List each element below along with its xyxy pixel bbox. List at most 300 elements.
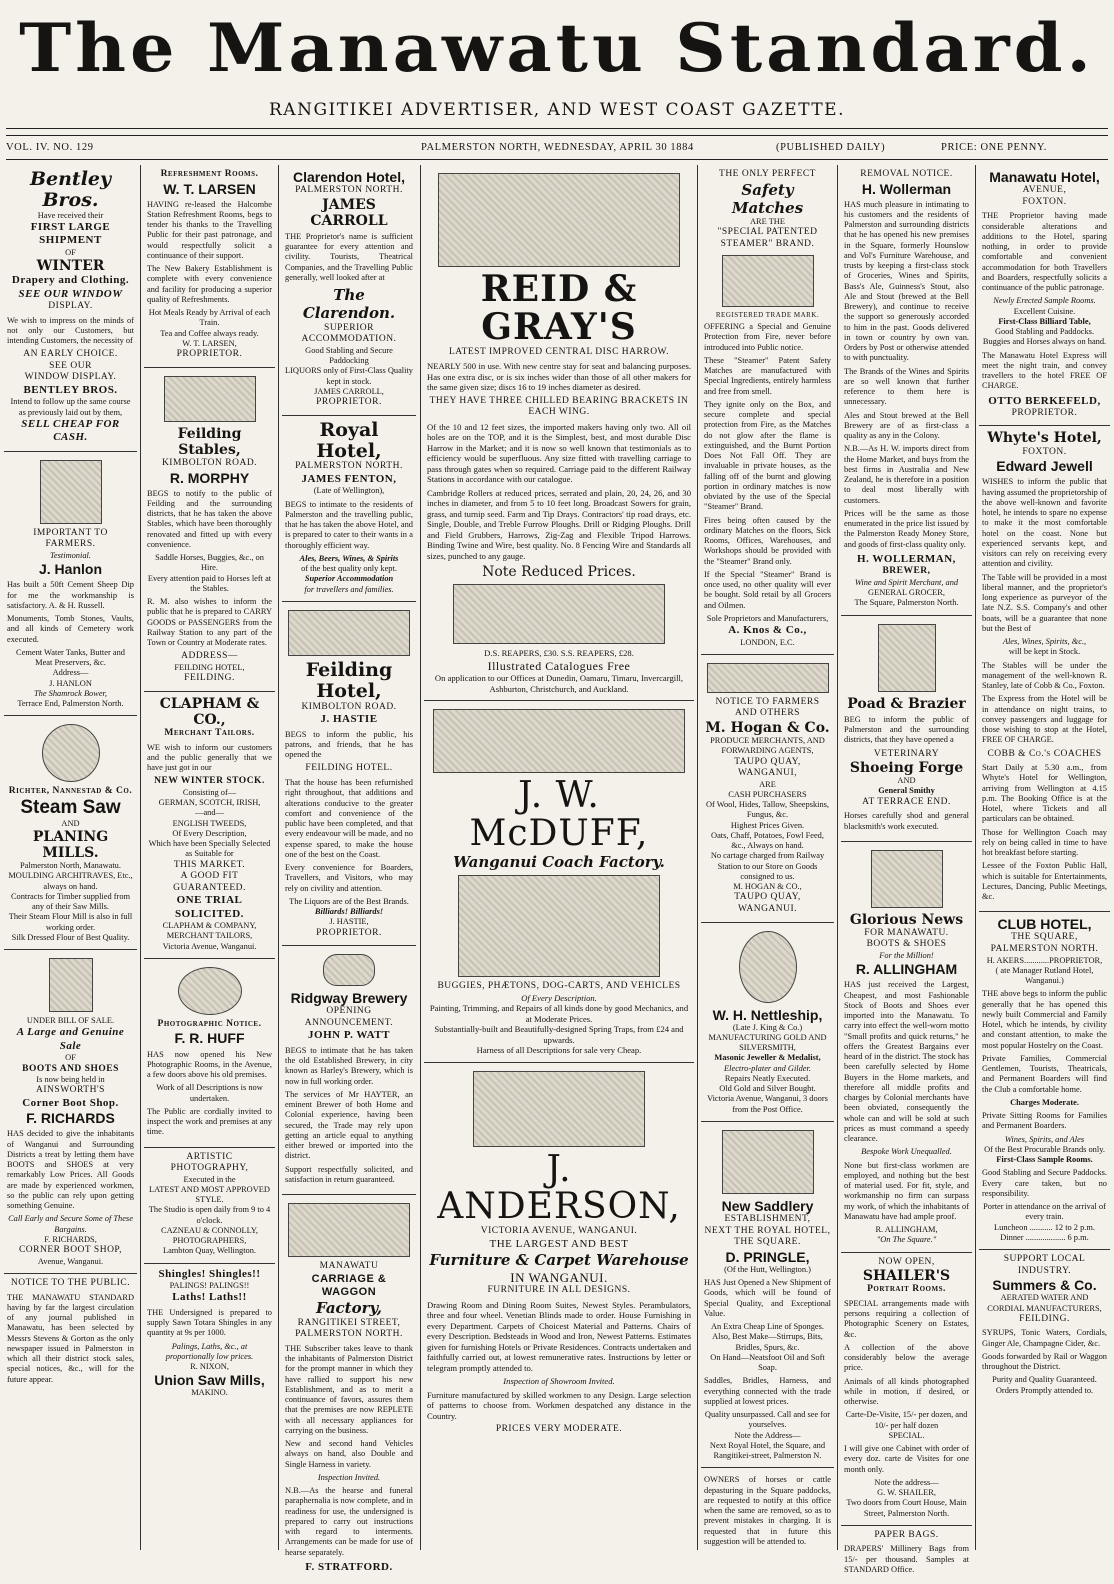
photograph-illustration [178,967,242,1015]
ad-text: Painting, Trimming, and Repairs of all kinds done by good Mechanics, and at Moderate Prices. [429,1003,689,1024]
ad-text: An Extra Cheap Line of Sponges. Also, Best Make—Stirrups, Bits, Bridles, Spurs, &c. [710,1322,825,1352]
ad-text: ( ate Manager Rutland Hotel, Wanganui.) [995,965,1094,986]
ad-text: AT TERRACE END. [862,796,951,807]
ad-text: Every convenience for Boarders, Travellers, and Visitors, who may rely on civility and attention. [285,863,413,893]
ad-text: Union Saw Mills, [154,1372,265,1389]
ad-text: ADDRESS— [181,651,238,662]
ad-text: BOOTS & SHOES [866,939,947,950]
reaper-illustration [453,584,665,644]
ad-text: Shoeing Forge [849,760,964,777]
ad-text: Note the Address— [734,1430,801,1440]
ad-text: HAS just received the Largest, Cheapest, and most Fashionable Stock of Boots and Shoes ever imported into the Manawatu. To carry into effect the well-worn motto "Small profits and quick returns," he offers the Greatest Bargains ever heard of in the district. The stock has been carefully selected by Home Buyers in the Home markets, and therefore all middle profits and charges by Colonial merchants have been obviated, consequently the whole can and will be sold at such prices as must command a speedy clearance. [844,980,969,1144]
ad-text: BEGS to notify to the public of Feilding and the surrounding districts, that he has taken the above Stables, which have been thoroughly renovated and fitted up with every convenience. [147,488,272,549]
ad-text: CASH PURCHASERS [728,789,807,799]
column-divider [420,165,421,1550]
ad-text: The Manawatu Hotel Express will meet the night train, and convey travellers to the hotel FREE OF CHARGE. [982,350,1107,391]
ad-text: On Hand—Neatsfoot Oil and Soft Soap. [710,1352,825,1373]
ad-text: THIS MARKET. [173,859,246,870]
ad-text: Tea and Coffee always ready. [160,328,259,338]
ad-text: A collection of the above considerably below the average price. [844,1342,969,1373]
ad-text: Ridgway Brewery [290,990,408,1007]
ad-text: MERCHANT TAILORS, [166,931,253,941]
furniture-illustration [473,1071,645,1147]
ad-text: ARTISTIC PHOTOGRAPHY, [170,1151,249,1174]
ad-text: AND [61,818,80,828]
ad-text: The Brands of the Wines and Spirits are so well known that further reference to them here is unnecessary. [844,366,969,407]
ad-text: MAKINO. [191,1388,228,1398]
ad-text: Of the Best Procurable Brands only. [984,1144,1105,1154]
ad-text: SUPERIOR ACCOMMODATION. [301,322,397,345]
masthead-rule-top [6,128,1108,129]
ad-text: Work of all Descriptions is now undertaken. [156,1083,263,1103]
ad-text: TAUPO QUAY, WANGANUI, [734,756,801,779]
ad-text: Good Stabling and Secure Paddocks. Every care taken, but no responsibility. [982,1168,1107,1198]
ad-text: Horses carefully shod and general blacksmith's work executed. [844,811,969,831]
ad-shailer-portrait [841,1253,972,1526]
ad-text: N.B.—As H. W. imports direct from the Home Market, and buys from the best firms in Australia and New Zealand, he is therefore in a position to deal most liberally with customers. [844,444,969,505]
ad-text: LATEST IMPROVED CENTRAL DISC HARROW. [448,346,670,357]
ad-text: GERMAN, SCOTCH, IRISH, [158,798,261,808]
ad-text: IMPORTANT TO FARMERS. [33,527,108,550]
ad-royal-hotel [282,416,416,602]
ad-text: MOULDING ARCHITRAVES, Etc., always on hand. [8,871,133,891]
ad-text: That the house has been refurnished right throughout, that additions and alterations conducive to the greater comfort and convenience of the public have been completed, and that every endeavour will be made, and no expense spared, to make the house one of the best on the Coast. [285,778,413,859]
ad-text: J. Hanlon [38,561,102,578]
ad-steam-saw [4,716,137,950]
ad-text: J. HANLON [49,678,92,688]
masthead-rule-bottom [6,135,1108,136]
ad-text: Goods forwarded by Rail or Waggon throughout the District. [982,1351,1107,1372]
ad-text: First-Class Billiard Table, [998,316,1091,326]
ad-text: Whyte's Hotel, [987,430,1102,447]
ad-feilding-stables [144,368,275,692]
ad-text: Silk Dressed Flour of Best Quality. [11,932,130,942]
ad-text: ONE TRIAL SOLICITED. [175,894,244,920]
ad-text: We wish to impress on the minds of not only our Customers, but intending Customers, the necessity of [7,315,134,346]
ad-text: CLUB HOTEL, [997,916,1092,933]
ad-text: JOHN P. WATT [308,1029,390,1042]
ad-poad-brazier [841,616,972,842]
ad-text: RANGITIKEI STREET, PALMERSTON NORTH. [295,1317,403,1340]
ad-text: Superior Accommodation [304,574,394,584]
ad-text: Testimonial. [50,550,91,560]
ad-text: Steam Saw [20,796,121,818]
ad-text: R. ALLINGHAM, [875,1225,938,1235]
ad-text: Porter in attendance on the arrival of every train. [983,1202,1106,1222]
ad-text: Quality unsurpassed. Call and see for yourselves. [704,1410,831,1430]
ad-text: DRAPERS' Millinery Bags from 15/- per thousand. Samples at STANDARD Office. [844,1544,969,1574]
ad-paper-bags [841,1526,972,1584]
ad-text: Wines, Spirits, and Ales [1004,1134,1085,1144]
disc-harrow-illustration [438,173,680,267]
ad-text: ESTABLISHMENT, [724,1214,811,1225]
ad-text: Feilding Hotel, [305,658,393,702]
ad-cazneau-connolly [144,1148,275,1264]
ad-text: Royal Hotel, [316,418,382,462]
ad-text: THE Proprietor having made considerable alterations and additions to the Hotel, sparing nothing, in order to provide comfortable and convenient accommodation for both Travellers and Boarders, respectfully solicits a continuance of the public patronage. [982,211,1107,292]
ad-text: FOXTON. [1022,446,1067,457]
ad-text: No cartage charged from Railway Station to our Store on Goods consigned to us. [710,851,825,881]
ad-text: THE Subscriber takes leave to thank the inhabitants of Palmerston District for the prompt manner in which they have rallied to support his new Establishment, and as to merit a continuance of favors, assures them that the premises are now REPLETE with all necessary appliances for carrying on the business. [285,1343,413,1435]
ad-text: The services of Mr HAYTER, an eminent Brewer of both Home and Colonial experience, having been secured, the Trade may rely upon getting an article equal to anything either brewed or imported into the district. [285,1089,413,1161]
ad-text: Furniture & Carpet Warehouse [429,1251,689,1270]
ad-text: If the Special "Steamer" Brand is once used, no other quality will ever be bought. Sold retail by all Grocers and Oilmen. [704,569,831,610]
column-1 [4,165,137,1550]
ad-text: THE MANAWATU STANDARD having by far the largest circulation of any journal published in Manawatu, has been selected by Messrs Stevens & Gorton as the only newspaper issued in Palmerston in which all their district stock sales, special notices, &c., will for the future appear. [7,1292,134,1384]
ad-text: PROPRIETOR. [316,927,382,938]
column-divider [140,165,141,1550]
ad-nixon-shingles [144,1264,275,1405]
ad-text: BUGGIES, PHÆTONS, DOG-CARTS, AND VEHICLES [437,981,681,992]
ad-text: Billiards! Billiards! [314,907,384,917]
ad-text: Edward Jewell [996,458,1093,475]
ad-text: FEILDING HOTEL. [305,763,393,774]
ad-text: Palings, Laths, &c., at proportionally low prices. [165,1341,254,1361]
ad-text: OWNERS of horses or cattle depasturing in the Square paddocks, are requested to notify at this office when the same are removed, so as to prevent mistakes in charging. It is requested that in future this suggestion will be attended to. [704,1475,831,1546]
ad-text: Has built a 50ft Cement Sheep Dip for me the workmanship is satisfactory. A. & H. Russell. [7,580,134,610]
ad-text: for travellers and families. [304,584,394,594]
ad-text: SPECIAL. [888,1430,925,1440]
ad-text: Poad & Brazier [847,695,966,712]
ad-text: First-Class Sample Rooms. [996,1155,1093,1165]
ad-text: R. ALLINGHAM [855,961,958,978]
ad-text: The Liquors are of the Best Brands. [289,896,409,906]
dog-illustration [878,624,936,692]
ad-text: SEE OUR WINDOW [18,287,123,300]
ad-text: HAS decided to give the inhabitants of Wanganui and Surrounding Districts a treat by letting them have BOOTS and SHOES at very remarkably Low Prices. All Goods are made by experienced workmen, so the public can rely upon getting something Genuine. [7,1129,134,1211]
ad-whytes-hotel [979,426,1110,912]
ad-text: Monuments, Tomb Stones, Vaults, and all kinds of Cemetery work executed. [7,614,134,644]
ad-text: MANAWATU [319,1261,379,1272]
ad-text: Is now being held in [36,1075,105,1085]
saddle-illustration [722,1130,814,1194]
ad-text: Have received their [37,210,104,220]
pocket-watch-illustration [739,931,797,1003]
ad-text: of the best quality only kept. [301,564,397,574]
ad-text: Oats, Chaff, Potatoes, Fowl Feed, &c., Always on hand. [711,830,824,851]
ad-text: Two doors from Court House, Main Street, Palmerston North. [846,1498,967,1518]
ad-text: Good Stabling and Secure Paddocking [305,345,393,366]
ad-text: Safety Matches [731,180,804,217]
ad-text: Laths! Laths!! [172,1291,247,1304]
dateline-rule [6,159,1108,160]
ad-text: Summers & Co. [992,1277,1097,1294]
ad-text: Inspection Invited. [317,1472,381,1482]
ad-text: W. T. LARSEN [163,180,256,197]
ad-text: The Square, Palmerston North. [854,598,959,608]
ad-text: For the Million! [879,951,934,960]
ad-text: PROPRIETOR. [176,349,243,360]
ad-text: BENTLEY BROS. [23,384,118,397]
ad-text: Those for Wellington Coach may rely on being called in time to have hot breakfast before starting. [982,827,1107,858]
ad-text: CORNER BOOT SHOP, [18,1245,123,1256]
ad-text: J. HASTIE, [329,917,369,927]
ad-text: TAUPO QUAY, WANGANUI. [734,892,801,914]
ad-text: THEY HAVE THREE CHILLED BEARING BRACKETS IN EACH WING. [429,395,689,418]
ad-text: Highest Prices Given. [730,820,805,830]
ad-text: Their Steam Flour Mill is also in full working order. [8,912,133,932]
ad-text: Charges Moderate. [1010,1097,1079,1107]
dateline [6,139,1108,159]
ad-text: Support respectfully solicited, and satisfaction in return guaranteed. [285,1164,413,1184]
ad-text: Executed in the [183,1174,236,1184]
ad-text: ARE THE [750,217,785,227]
ad-manawatu-hotel [979,165,1110,426]
column-3 [282,165,416,1573]
ad-text: WINTER [36,258,105,275]
ad-text: —and— [195,808,224,818]
ad-text: Hot Meals Ready by Arrival of each Train. [148,308,271,328]
ad-text: The Stables will be under the management of the well-known R. Stanley, late of Cobb & Co., Foxton. [982,660,1107,690]
ad-text: D.S. REAPERS, £30. S.S. REAPERS, £28. [484,648,634,659]
ad-richards-boots [4,950,137,1274]
ad-bentley-bros [4,165,137,452]
ad-hanlon [4,452,137,717]
newspaper-subtitle: RANGITIKEI ADVERTISER, AND WEST COAST GAZETTE. [269,100,845,120]
ad-text: F. R. HUFF [174,1030,245,1047]
ad-text: I will give one Cabinet with order of every doz. carte de Visites for one month only. [844,1444,969,1474]
steamer-trademark-illustration [722,255,814,307]
ad-text: PRICES VERY MODERATE. [495,1424,623,1435]
ad-text: N.B.—As the hearse and funeral paraphernalia is now complete, and in readiness for use, the undersigned is prepared to carry out instructions with regard to interments. Arrangements can be made for use of hearse separately. [285,1486,413,1557]
ad-text: AN EARLY CHOICE. [23,349,118,360]
ad-text: (Of the Hutt, Wellington.) [724,1264,811,1274]
ad-text: Purity and Quality Guaranteed. [992,1375,1097,1385]
ad-text: BOOTS AND SHOES [22,1063,119,1074]
ad-text: REMOVAL NOTICE. [860,169,953,179]
ad-text: General Smithy [878,786,935,796]
ad-title: Bentley Bros. [29,168,112,211]
ad-text: M. HOGAN & CO., [733,882,802,892]
ad-text: Furniture manufactured by skilled workmen to any Design. Large selection of patterns to choose from. Workmen despatched any distance in the Country. [427,1389,691,1421]
ad-club-hotel [979,912,1110,1250]
billiards-illustration [288,610,410,656]
ad-text: THE ONLY PERFECT [719,169,816,179]
ad-text: THE LARGEST AND BEST [489,1237,629,1250]
ad-text: Consisting of— [182,787,237,797]
ad-text: The Clarendon. [302,286,396,323]
ad-feilding-hotel [282,602,416,946]
ad-text: The Public are cordially invited to inspect the work and premises at any time. [147,1106,272,1137]
coach-illustration [164,376,256,422]
ad-text: AERATED WATER AND CORDIAL MANUFACTURERS, [987,1293,1102,1313]
ad-text: A GOOD FIT GUARANTEED. [173,871,246,893]
ad-text: Good Stabling and Paddocks. [994,327,1095,336]
ad-text: CAZNEAU & CONNOLLY, [161,1225,258,1235]
ad-text: D. PRINGLE, [725,1248,810,1265]
ad-text: GENERAL GROCER, [868,588,945,598]
ad-text: Wanganui Coach Factory. [453,852,665,871]
ad-text: NEXT THE ROYAL HOTEL, THE SQUARE. [704,1225,831,1248]
ad-text: HAS Just Opened a New Shipment of Goods, which will be found of Special Quality, and Exceptional Value. [704,1278,832,1318]
column-divider [278,165,279,1550]
ad-text: Sole Proprietors and Manufacturers, [706,613,829,623]
ad-text: On application to our Offices at Dunedin, Oamaru, Timaru, Invercargill, Ashburton, Christchurch, and Auckland. [434,673,684,694]
ad-text: Private Sitting Rooms for Families and Permanent Boarders. [982,1111,1107,1131]
ad-text: DISPLAY. [48,301,93,311]
ad-hogan [701,655,834,923]
ad-text: HAS much pleasure in intimating to his customers and the residents of Palmerston and surrounding districts that he has opened his new premises in the Square, formerly Hounslow and Vol's Furniture Warehouse, and trusts by keeping a first-class stock of Groceries, Wines and Spirits, Bass's Ale, Guinness's Stout, also Ale and Stout (brewed at the Bell Brewery), and continue to receive the support so generously accorded to him in the past. Goods delivered in town or country by own van. Orders by Post or otherwise attended to with punctuality. [844,199,969,363]
ad-text: The Shamrock Bower, [34,688,107,698]
ad-text: CARRIAGE & WAGGON [311,1272,387,1299]
ad-text: WINDOW DISPLAY. [24,372,117,383]
ad-text: The Express from the Hotel will be in attendance on night trains, to convey passengers and luggage for those wishing to stop at the Hotel, FREE OF CHARGE. [982,694,1107,745]
ad-text: FEILDING. [184,673,235,684]
ad-text: F. STRATFORD. [305,1560,393,1573]
ad-text: Avenue, Wanganui. [37,1256,104,1266]
ad-text: H. Wollerman [861,180,952,197]
ad-text: PRODUCE MERCHANTS, AND FORWARDING AGENTS, [710,736,825,756]
ad-text: Saddles, Bridles, Harness, and everything connected with the trade supplied at lowest prices. [704,1376,831,1406]
ad-text: The New Bakery Establishment is complete with every convenience and facility for producing a superior quality of Refreshments. [147,264,272,304]
ad-huff-photographic [144,959,275,1148]
column-5 [701,165,834,1550]
ad-text: Ales, Wines, Spirits, &c., [1002,637,1087,646]
ad-text: A Large and Genuine Sale [16,1026,125,1052]
ad-clarendon-hotel [282,165,416,416]
ad-text: MANUFACTURING GOLD AND SILVERSMITH, [708,1032,827,1053]
ad-text: AINSWORTH'S [36,1085,105,1096]
ad-text: PALMERSTON NORTH. [295,185,403,196]
ad-text: Which have been Specially Selected as Suitable for [148,839,271,859]
ad-text: Inspection of Showroom Invited. [503,1376,615,1387]
ad-safety-matches [701,165,834,655]
hearse-illustration [288,1203,410,1257]
publication-frequency: (PUBLISHED DAILY) [776,142,886,153]
ad-text: NOTICE TO THE PUBLIC. [10,1277,131,1288]
ad-text: PALINGS! PALINGS!! [169,1281,250,1291]
ad-text: HAS now opened his New Photographic Rooms, in the Avenue, a few doors above his old premises. [147,1049,272,1080]
ad-text: Intend to follow up the same course as previously laid out by them, [10,397,131,417]
price: PRICE: ONE PENNY. [941,142,1047,153]
ad-text: OTTO BERKEFELD, [988,394,1101,407]
ad-text: Next Royal Hotel, the Square, and Rangitikei-street, Palmerston N. [709,1440,826,1461]
ad-text: LONDON, E.C. [740,637,795,647]
ad-clapham [144,692,275,959]
ad-text: Of the 10 and 12 feet sizes, the imported makers having only two. All oil holes are on the TOP, and it is the Simplest, best, and most durable Disc Harrow in the Market; and it is now so well known that testimonials as to efficiency would be superfluous. Any size fitted with travelling carriage to pass through gates when so required. Carriage paid to the different Railway Stations in accordance with our catalogue. [427,421,691,485]
ad-text: LATEST AND MOST APPROVED STYLE. [149,1184,270,1205]
ad-text: Cement Water Tanks, Butter and Meat Preservers, &c. [16,647,125,668]
ad-text: The Studio is open daily from 9 to 4 o'clock. [148,1205,271,1225]
ad-text: W. H. Nettleship, [712,1006,823,1023]
ad-text: WISHES to inform the public that having assumed the proprietorship of the above well-known and favorite hotel, he intends to spare no expense to make it the most comfortable hotel on the coast. None but experienced servants kept, and visitors can rely on receiving every attention and civility. [982,477,1107,569]
ad-text: BEGS to intimate to the residents of Palmerston and the travelling public, that he has taken the above Hotel, and is prepared to cater to their wants in a thoroughly efficient way. [285,499,413,550]
ad-text: SUPPORT LOCAL INDUSTRY. [1003,1254,1086,1276]
ad-text: AVENUE, [1022,185,1067,196]
ad-text: Of Wool, Hides, Tallow, Sheepskins, Fungus, &c. [705,800,830,820]
ad-text: Masonic Jeweller & Medalist, [714,1053,821,1063]
ad-text: H. WOLLERMAN, [857,552,956,565]
ad-text: WE wish to inform our customers and the public generally that we have just got in our [147,742,272,773]
column-6 [841,165,972,1574]
ad-text: AND [897,776,916,786]
ad-text: BEG to inform the public of Palmerston and the surrounding districts, that they have opened a [844,714,969,745]
ad-text: PALMERSTON NORTH. [295,461,403,472]
ad-text: REGISTERED TRADE MARK. [715,310,820,319]
boot-illustration [49,958,93,1012]
ad-ridgway-brewery [282,946,416,1195]
ad-text: Electro-plater and Gilder. [724,1063,811,1073]
ad-text: Shingles! Shingles!! [158,1267,261,1280]
ad-text: Buggies and Horses always on hand. [982,337,1107,347]
masthead [0,0,1114,100]
ad-text: OF [65,247,76,257]
ad-text: PHOTOGRAPHERS, [172,1236,247,1246]
ad-owners-of-horses [701,1468,834,1556]
ad-text: F. RICHARDS, [44,1234,97,1244]
ad-text: SELL CHEAP FOR CASH. [21,417,120,444]
ad-text: SPECIAL arrangements made with persons requiring a collection of Photographic Scenery on Estates, &c. [844,1298,969,1339]
ad-text: FEILDING. [1019,1313,1070,1324]
newspaper-title: The Manawatu Standard. [19,8,1095,87]
boot-illustration [871,850,943,908]
ad-text: Clarendon Hotel, [292,169,405,185]
ad-text: KIMBOLTON ROAD. [301,701,397,712]
ad-text: J. W. McDUFF, [469,775,649,855]
ad-summers-co [979,1250,1110,1402]
ad-text: The Table will be provided in a most liberal manner, and the proprietor's long experience as purveyor of the late N.Z. S.S. Company's and other boats, will be a guarantee that none but the Best of [982,572,1107,633]
ad-text: REID & GRAY'S [480,268,638,348]
ad-text: OFFERING a Special and Genuine Protection from Fire, never before introduced into Public notice. [704,322,831,352]
ad-text: Dinner ................... 6 p.m. [1000,1232,1089,1242]
ad-text: ARE [759,779,776,789]
ad-allingham [841,842,972,1253]
ad-text: THE SQUARE, [1011,932,1078,943]
ad-text: Call Early and Secure Some of These Bargains. [8,1214,133,1234]
ad-text: Lessee of the Foxton Public Hall, which is suitable for Entertainments, Lectures, Dancing, Public Meetings, &c. [982,861,1107,902]
ad-notice-to-public [4,1274,137,1394]
ad-text: Manawatu Hotel, [989,169,1100,185]
ad-text: ENGLISH TWEEDS, [172,818,247,828]
ad-text: Prices will be the same as those enumerated in the price list issued by the Palmerston Ready Money Store, and goods of first-class quality only. [844,508,969,549]
ad-text: BREWER, [882,566,931,577]
ad-text: NEW WINTER STOCK. [154,776,265,787]
ad-text: Refreshment Rooms. [160,169,259,179]
column-4 [424,165,694,1550]
ad-nettleship [701,923,834,1122]
place-date: PALMERSTON NORTH, WEDNESDAY, APRIL 30 1884 [421,142,694,153]
ad-text: COBB & Co.'s COACHES [987,748,1102,759]
ad-text: JAMES CARROLL, [314,386,384,396]
ad-text: Victoria Avenue, Wanganui, 3 doors from the Post Office. [707,1094,828,1114]
ad-text: THE Undersigned is prepared to supply Sawn Totara Shingles in any quantity at 9s per 1000. [147,1307,272,1338]
ad-text: Every attention paid to Horses left at the Stables. [147,573,272,593]
ad-mcduff-coach [424,701,694,1062]
ad-text: R. M. also wishes to inform the public that he is prepared to CARRY GOODS or PASSENGERS from the Railway Station to any part of the Town or Country at Moderate rates. [147,597,272,648]
ad-text: R. MORPHY [169,469,250,486]
column-2 [144,165,275,1550]
ad-text: H. AKERS............PROPRIETOR, [986,955,1103,965]
ad-text: Terrace End, Palmerston North. [17,699,124,709]
ad-text: Ales and Stout brewed at the Bell Brewery are of as first-class a quality as any in the Colony. [844,410,969,441]
ad-text: Illustrated Catalogues Free [487,658,631,673]
column-divider [837,165,838,1550]
ad-text: Victoria Avenue, Wanganui. [162,941,257,951]
ad-text: NOW OPEN, [878,1256,935,1267]
ad-text: Portrait Rooms. [867,1284,946,1295]
ad-text: PAPER BAGS. [874,1529,939,1540]
ad-text: They ignite only on the Box, and secure complete and special protection from Fire, as the Matches do not glow after the flame is extinguished, and the Burnt Portion Does Not Fall Off. They are invaluable in private houses, as the falling off of the burnt and glowing portion in ordinary matches is now obviated by the use of the Special "Steamer" Brand. [704,399,831,512]
ad-text: NOTICE TO FARMERS AND OTHERS [715,696,820,719]
monument-illustration [40,460,102,524]
ad-text: PALMERSTON NORTH. [990,944,1099,954]
ad-carriage-factory [282,1195,416,1580]
ad-text: Address— [52,668,89,678]
ad-text: (Late of Wellington), [313,486,385,496]
ad-text: J. HASTIE [320,713,378,726]
ad-text: Of Every Description, [172,828,247,838]
ad-text: New Saddlery [721,1197,814,1214]
